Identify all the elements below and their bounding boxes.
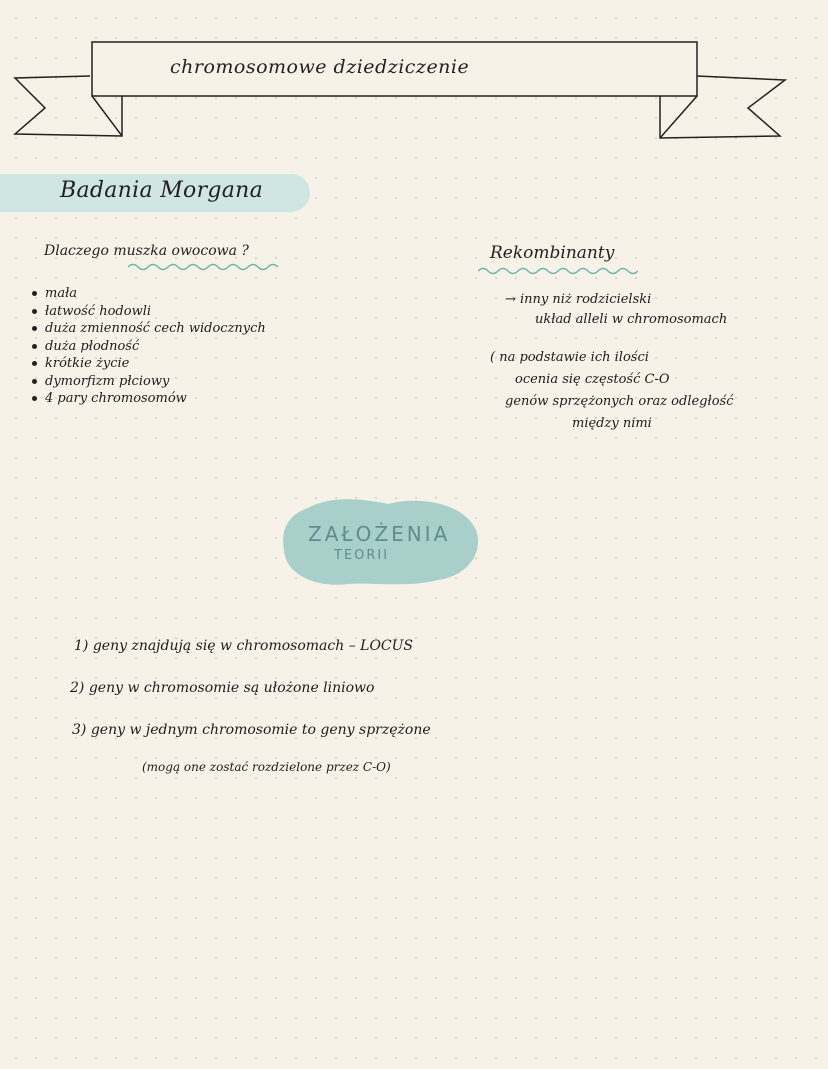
reasons-list (32, 285, 266, 408)
list-item: łatwość hodowli (32, 303, 266, 321)
list-item: duża zmienność cech widocznych (32, 320, 266, 338)
recombinants-note-3: genów sprzężonych oraz odległość (505, 394, 734, 409)
recombinants-line-2: układ alleli w chromosomach (535, 312, 728, 327)
assumption-item-1: 1) geny znajdują się w chromosomach – LOCUS (74, 638, 414, 654)
banner-title: chromosomowe dziedziczenie (170, 56, 470, 78)
list-item: mała (32, 285, 266, 303)
recombinants-line-1: → inny niż rodzicielski (505, 292, 652, 307)
question-heading: Dlaczego muszka owocowa ? (44, 243, 249, 259)
list-item: krótkie życie (32, 355, 266, 373)
assumption-note: (mogą one zostać rozdzielone przez C-O) (142, 760, 391, 774)
recombinants-note-4: między nimi (572, 416, 652, 431)
recombinants-underline (478, 266, 638, 276)
assumptions-title: ZAŁOŻENIA (308, 522, 451, 546)
recombinants-note-2: ocenia się częstość C-O (515, 372, 670, 387)
list-item: dymorfizm płciowy (32, 373, 266, 391)
list-item: duża płodność (32, 338, 266, 356)
list-item: 4 pary chromosomów (32, 390, 266, 408)
recombinants-heading: Rekombinanty (490, 243, 615, 263)
assumption-item-2: 2) geny w chromosomie są ułożone liniowo (70, 680, 375, 696)
section-title: Badania Morgana (60, 178, 264, 203)
title-banner (0, 30, 828, 145)
question-underline (128, 262, 278, 272)
assumptions-subtitle: TEORII (334, 548, 390, 563)
recombinants-note-1: ( na podstawie ich ilości (490, 350, 649, 365)
assumption-item-3: 3) geny w jednym chromosomie to geny sprzężone (72, 722, 431, 738)
